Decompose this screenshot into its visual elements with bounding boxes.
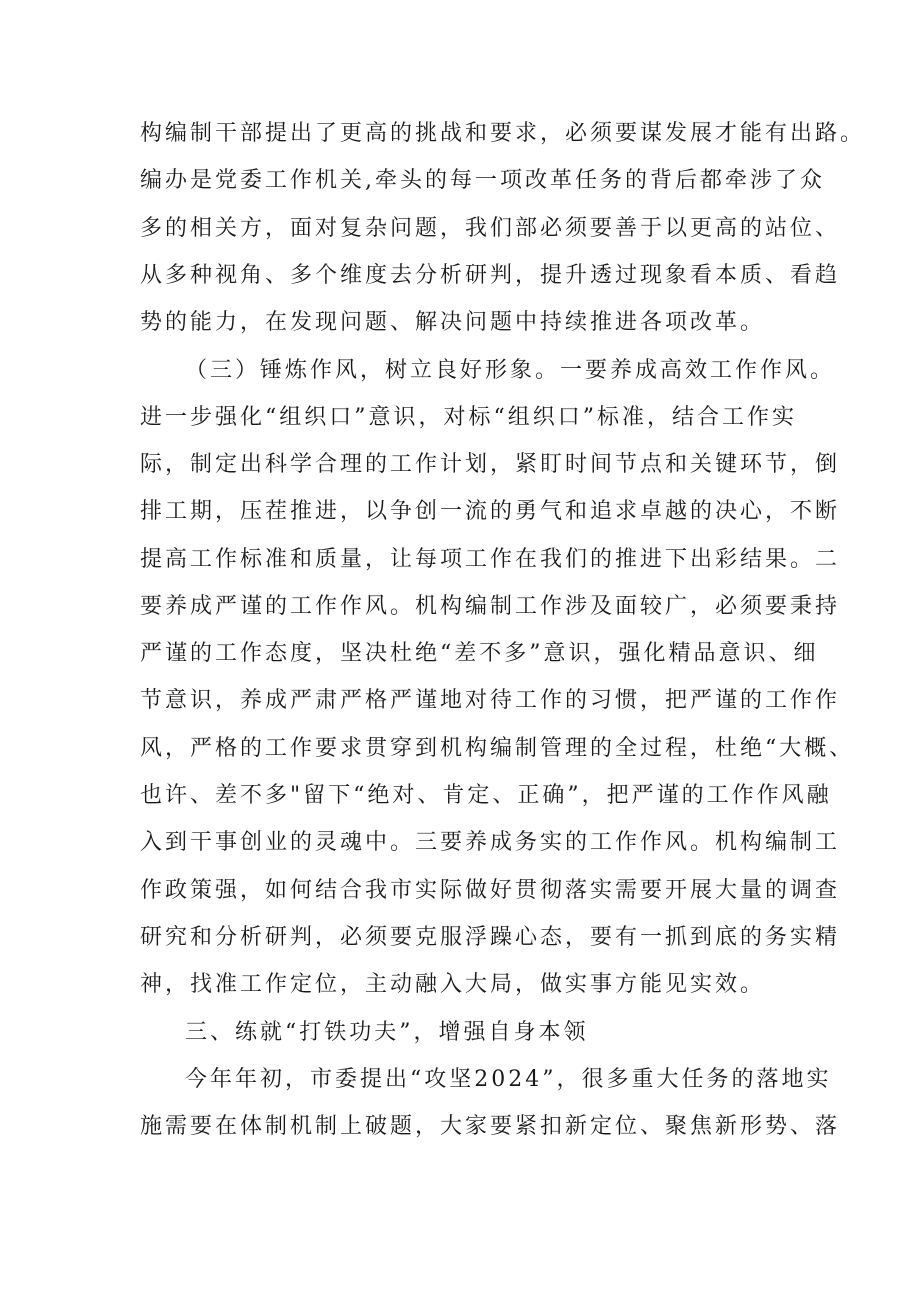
body-text-line: 施需要在体制机制上破题，大家要紧扣新定位、聚焦新形势、落 — [140, 1114, 841, 1139]
section-heading: 三、练就“打铁功夫”，增强自身本领 — [185, 1020, 589, 1045]
body-text-line: 风，严格的工作要求贯穿到机构编制管理的全过程，杜绝“大概、 — [140, 736, 855, 761]
body-text-line: 要养成严谨的工作作风。机构编制工作涉及面较广，必须要秉持 — [140, 594, 841, 619]
body-text-line: 际，制定出科学合理的工作计划，紧盯时间节点和关键环节，倒 — [140, 452, 841, 477]
body-text-line: 入到干事创业的灵魂中。三要养成务实的工作作风。机构编制工 — [140, 830, 841, 855]
body-text-line: 编办是党委工作机关,牵头的每一项改革任务的背后都牵涉了众 — [140, 168, 825, 193]
body-text-line: 构编制干部提出了更高的挑战和要求，必须要谋发展才能有出路。 — [140, 121, 866, 146]
body-text-line: 作政策强，如何结合我市实际做好贯彻落实需要开展大量的调查 — [140, 878, 841, 903]
body-text-line: 神，找准工作定位，主动融入大局，做实事方能见实效。 — [140, 972, 766, 997]
subsection-heading: （三）锤炼作风，树立良好形象。一要养成高效工作作风。 — [185, 358, 836, 383]
body-text-line: 势的能力，在发现问题、解决问题中持续推进各项改革。 — [140, 310, 766, 335]
body-text-line: 进一步强化“组织口”意识，对标“组织口”标准，结合工作实 — [140, 405, 797, 430]
body-text-line: 研究和分析研判，必须要克服浮躁心态，要有一抓到底的务实精 — [140, 925, 841, 950]
body-text-line: 也许、差不多"留下“绝对、肯定、正确”，把严谨的工作作风融 — [140, 783, 832, 808]
body-text-line: 多的相关方，面对复杂问题，我们部必须要善于以更高的站位、 — [140, 216, 841, 241]
body-text-line: 排工期，压茬推进，以争创一流的勇气和追求卓越的决心，不断 — [140, 499, 841, 524]
body-text-line: 节意识，养成严肃严格严谨地对待工作的习惯，把严谨的工作作 — [140, 688, 841, 713]
body-text-line: 提高工作标准和质量，让每项工作在我们的推进下出彩结果。二 — [140, 547, 841, 572]
body-text-line: 严谨的工作态度，坚决杜绝“差不多”意识，强化精品意识、细 — [140, 641, 819, 666]
body-text-line: 从多种视角、多个维度去分析研判，提升透过现象看本质、看趋 — [140, 263, 841, 288]
body-text-line: 今年年初，市委提出“攻坚2024”，很多重大任务的落地实 — [185, 1067, 832, 1092]
